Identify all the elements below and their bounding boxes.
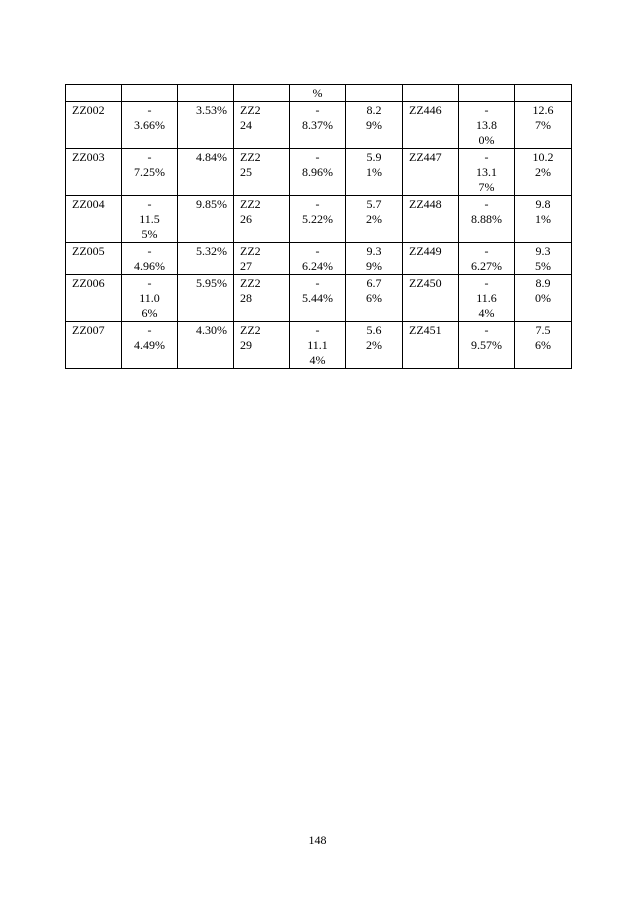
code-cell	[403, 149, 459, 196]
code-cell	[66, 243, 122, 275]
code-cell	[66, 322, 122, 369]
percent-cell-text: 9.85%	[196, 197, 227, 211]
code-cell-text: ZZ451	[409, 323, 442, 337]
code-cell	[234, 275, 290, 322]
top-cell	[459, 85, 515, 102]
negative-cell	[122, 275, 178, 322]
negative-cell-value: 5.22%	[302, 212, 333, 226]
percent-cell	[515, 149, 572, 196]
negative-cell	[459, 196, 515, 243]
code-cell	[403, 275, 459, 322]
code-cell	[234, 243, 290, 275]
percent-cell-text: 5.72%	[366, 197, 382, 226]
data-table	[65, 84, 572, 369]
percent-cell	[515, 243, 572, 275]
code-cell-text: ZZ449	[409, 244, 442, 258]
negative-cell-sign: -	[147, 276, 152, 290]
negative-cell-sign: -	[484, 103, 489, 117]
percent-cell-text: 3.53%	[196, 103, 227, 117]
negative-cell-sign: -	[315, 197, 320, 211]
negative-cell	[290, 149, 346, 196]
negative-cell-value: 6.27%	[471, 259, 502, 273]
percent-cell	[515, 102, 572, 149]
percent-cell	[178, 149, 234, 196]
percent-cell	[346, 102, 403, 149]
negative-cell-sign: -	[147, 103, 152, 117]
table-row-top	[66, 85, 572, 102]
negative-cell	[122, 243, 178, 275]
negative-cell-sign: -	[147, 197, 152, 211]
top-cell: %	[290, 85, 346, 102]
percent-cell-text: 9.39%	[366, 244, 382, 273]
negative-cell-value: 5.44%	[302, 291, 333, 305]
negative-cell-sign: -	[315, 103, 320, 117]
negative-cell	[122, 102, 178, 149]
negative-cell-value: 4.96%	[134, 259, 165, 273]
code-cell	[66, 149, 122, 196]
percent-cell-text: 7.56%	[535, 323, 551, 352]
negative-cell	[290, 102, 346, 149]
code-cell-text: ZZ006	[72, 276, 105, 290]
code-cell	[403, 102, 459, 149]
negative-cell-value: 13.80%	[476, 118, 497, 147]
percent-cell	[178, 243, 234, 275]
negative-cell	[122, 322, 178, 369]
percent-cell-text: 12.67%	[532, 103, 554, 132]
negative-cell	[122, 149, 178, 196]
code-cell	[234, 196, 290, 243]
code-cell-text: ZZ229	[240, 323, 261, 352]
percent-cell	[346, 243, 403, 275]
percent-cell	[346, 322, 403, 369]
percent-cell-text: 5.62%	[366, 323, 382, 352]
code-cell	[234, 149, 290, 196]
negative-cell-sign: -	[484, 276, 489, 290]
negative-cell-sign: -	[484, 197, 489, 211]
negative-cell-value: 7.25%	[134, 165, 165, 179]
percent-cell	[346, 275, 403, 322]
negative-cell	[290, 275, 346, 322]
negative-cell-value: 9.57%	[471, 338, 502, 352]
top-cell	[346, 85, 403, 102]
percent-cell-text: 4.30%	[196, 323, 227, 337]
percent-cell	[178, 322, 234, 369]
negative-cell-value: 11.64%	[476, 291, 497, 320]
top-cell	[122, 85, 178, 102]
percent-cell-text: 9.35%	[535, 244, 551, 273]
negative-cell-value: 11.06%	[139, 291, 160, 320]
top-cell	[178, 85, 234, 102]
negative-cell-value: 11.14%	[307, 338, 328, 367]
negative-cell-sign: -	[315, 276, 320, 290]
page-number: 148	[308, 833, 327, 847]
code-cell-text: ZZ228	[240, 276, 261, 305]
percent-cell	[178, 196, 234, 243]
negative-cell-value: 4.49%	[134, 338, 165, 352]
percent-cell-text: 10.22%	[532, 150, 554, 179]
top-cell	[515, 85, 572, 102]
negative-cell	[290, 196, 346, 243]
negative-cell-sign: -	[484, 150, 489, 164]
negative-cell-sign: -	[484, 323, 489, 337]
negative-cell-sign: -	[315, 323, 320, 337]
code-cell-text: ZZ007	[72, 323, 105, 337]
code-cell-text: ZZ226	[240, 197, 261, 226]
table-row	[66, 149, 572, 196]
code-cell	[403, 322, 459, 369]
negative-cell	[459, 102, 515, 149]
code-cell	[66, 102, 122, 149]
percent-cell	[515, 275, 572, 322]
negative-cell	[459, 149, 515, 196]
negative-cell-value: 13.17%	[476, 165, 497, 194]
percent-cell-text: 9.81%	[535, 197, 551, 226]
code-cell-text: ZZ002	[72, 103, 105, 117]
percent-cell-text: 5.91%	[366, 150, 382, 179]
percent-cell-text: 4.84%	[196, 150, 227, 164]
percent-cell-text: 5.32%	[196, 244, 227, 258]
code-cell-text: ZZ450	[409, 276, 442, 290]
negative-cell-sign: -	[484, 244, 489, 258]
code-cell-text: ZZ004	[72, 197, 105, 211]
code-cell	[66, 196, 122, 243]
code-cell-text: ZZ003	[72, 150, 105, 164]
code-cell-text: ZZ224	[240, 103, 261, 132]
table-body	[66, 85, 572, 369]
top-cell	[234, 85, 290, 102]
code-cell-text: ZZ005	[72, 244, 105, 258]
table-row	[66, 196, 572, 243]
negative-cell	[459, 322, 515, 369]
negative-cell-value: 6.24%	[302, 259, 333, 273]
percent-cell-text: 5.95%	[196, 276, 227, 290]
percent-cell-text: 8.90%	[535, 276, 551, 305]
negative-cell	[290, 322, 346, 369]
negative-cell-value: 8.96%	[302, 165, 333, 179]
code-cell	[234, 322, 290, 369]
negative-cell-sign: -	[147, 244, 152, 258]
negative-cell-value: 8.37%	[302, 118, 333, 132]
code-cell-text: ZZ225	[240, 150, 261, 179]
code-cell-text: ZZ447	[409, 150, 442, 164]
percent-cell	[515, 322, 572, 369]
negative-cell-value: 8.88%	[471, 212, 502, 226]
percent-cell	[178, 275, 234, 322]
code-cell	[66, 275, 122, 322]
negative-cell	[459, 243, 515, 275]
percent-cell	[515, 196, 572, 243]
code-cell-text: ZZ446	[409, 103, 442, 117]
table-row	[66, 275, 572, 322]
code-cell	[403, 243, 459, 275]
code-cell	[403, 196, 459, 243]
code-cell-text: ZZ227	[240, 244, 261, 273]
negative-cell-sign: -	[147, 323, 152, 337]
negative-cell-sign: -	[147, 150, 152, 164]
negative-cell	[459, 275, 515, 322]
code-cell-text: ZZ448	[409, 197, 442, 211]
percent-cell-text: 8.29%	[366, 103, 382, 132]
table-row	[66, 243, 572, 275]
percent-cell	[346, 196, 403, 243]
negative-cell-sign: -	[315, 244, 320, 258]
percent-cell-text: 6.76%	[366, 276, 382, 305]
negative-cell	[290, 243, 346, 275]
percent-cell	[178, 102, 234, 149]
negative-cell-value: 11.55%	[139, 212, 160, 241]
table-row	[66, 322, 572, 369]
top-cell	[403, 85, 459, 102]
top-cell	[66, 85, 122, 102]
negative-cell	[122, 196, 178, 243]
code-cell	[234, 102, 290, 149]
negative-cell-value: 3.66%	[134, 118, 165, 132]
table-row	[66, 102, 572, 149]
negative-cell-sign: -	[315, 150, 320, 164]
percent-cell	[346, 149, 403, 196]
